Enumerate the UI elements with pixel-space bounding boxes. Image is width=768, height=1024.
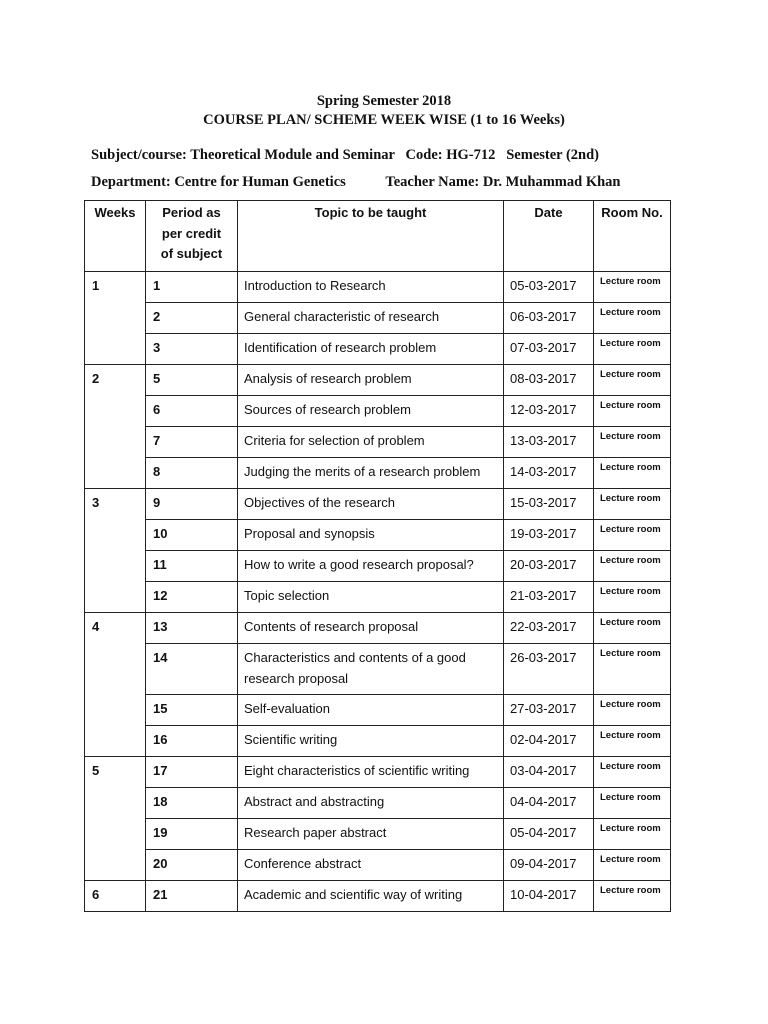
table-row (85, 365, 671, 396)
period-cell: 20 (146, 850, 238, 881)
topic-cell: Objectives of the research (238, 489, 504, 520)
period-cell: 14 (146, 644, 238, 695)
room-cell: Lecture room (594, 582, 671, 613)
table-row (85, 788, 671, 819)
date-cell: 05-03-2017 (504, 272, 594, 303)
date-cell: 19-03-2017 (504, 520, 594, 551)
col-header-weeks: Weeks (85, 201, 146, 272)
room-cell: Lecture room (594, 644, 671, 695)
room-cell: Lecture room (594, 427, 671, 458)
course-plan-title: COURSE PLAN/ SCHEME WEEK WISE (1 to 16 Weeks) (203, 112, 565, 128)
table-row (85, 582, 671, 613)
week-cell: 1 (85, 272, 146, 365)
period-cell: 17 (146, 757, 238, 788)
topic-cell: Eight characteristics of scientific writing (238, 757, 504, 788)
date-cell: 14-03-2017 (504, 458, 594, 489)
table-header-row (85, 201, 671, 272)
topic-cell: Abstract and abstracting (238, 788, 504, 819)
period-cell: 6 (146, 396, 238, 427)
col-header-room: Room No. (594, 201, 671, 272)
date-cell: 09-04-2017 (504, 850, 594, 881)
date-cell: 12-03-2017 (504, 396, 594, 427)
room-cell: Lecture room (594, 757, 671, 788)
period-cell: 16 (146, 726, 238, 757)
table-row (85, 644, 671, 695)
table-row (85, 303, 671, 334)
topic-cell: How to write a good research proposal? (238, 551, 504, 582)
date-cell: 22-03-2017 (504, 613, 594, 644)
col-header-period: Period as per credit of subject (146, 201, 238, 272)
room-cell: Lecture room (594, 881, 671, 912)
room-cell: Lecture room (594, 788, 671, 819)
date-cell: 08-03-2017 (504, 365, 594, 396)
date-cell: 13-03-2017 (504, 427, 594, 458)
topic-cell: Contents of research proposal (238, 613, 504, 644)
topic-cell: Proposal and synopsis (238, 520, 504, 551)
table-row (85, 396, 671, 427)
table-row (85, 757, 671, 788)
room-cell: Lecture room (594, 303, 671, 334)
period-cell: 3 (146, 334, 238, 365)
topic-cell: General characteristic of research (238, 303, 504, 334)
room-cell: Lecture room (594, 613, 671, 644)
topic-cell: Topic selection (238, 582, 504, 613)
table-row (85, 334, 671, 365)
room-cell: Lecture room (594, 850, 671, 881)
date-cell: 02-04-2017 (504, 726, 594, 757)
table-row (85, 695, 671, 726)
period-cell: 12 (146, 582, 238, 613)
topic-cell: Judging the merits of a research problem (238, 458, 504, 489)
period-cell: 9 (146, 489, 238, 520)
col-header-date: Date (504, 201, 594, 272)
topic-cell: Academic and scientific way of writing (238, 881, 504, 912)
week-cell: 6 (85, 881, 146, 912)
table-row (85, 272, 671, 303)
table-row (85, 427, 671, 458)
date-cell: 10-04-2017 (504, 881, 594, 912)
topic-cell: Scientific writing (238, 726, 504, 757)
table-row (85, 613, 671, 644)
topic-cell: Analysis of research problem (238, 365, 504, 396)
table-row (85, 726, 671, 757)
week-cell: 3 (85, 489, 146, 613)
table-row (85, 520, 671, 551)
date-cell: 27-03-2017 (504, 695, 594, 726)
course-plan-table (84, 200, 671, 912)
subject-line: Subject/course: Theoretical Module and Seminar Code: HG-712 Semester (2nd) (91, 147, 600, 163)
period-cell: 2 (146, 303, 238, 334)
room-cell: Lecture room (594, 458, 671, 489)
period-cell: 10 (146, 520, 238, 551)
room-cell: Lecture room (594, 396, 671, 427)
room-cell: Lecture room (594, 334, 671, 365)
date-cell: 05-04-2017 (504, 819, 594, 850)
date-cell: 20-03-2017 (504, 551, 594, 582)
week-cell: 5 (85, 757, 146, 881)
period-cell: 15 (146, 695, 238, 726)
room-cell: Lecture room (594, 272, 671, 303)
room-cell: Lecture room (594, 365, 671, 396)
date-cell: 26-03-2017 (504, 644, 594, 695)
date-cell: 03-04-2017 (504, 757, 594, 788)
period-cell: 19 (146, 819, 238, 850)
room-cell: Lecture room (594, 520, 671, 551)
period-cell: 11 (146, 551, 238, 582)
room-cell: Lecture room (594, 695, 671, 726)
table-row (85, 489, 671, 520)
period-cell: 7 (146, 427, 238, 458)
topic-cell: Characteristics and contents of a good research proposal (238, 644, 504, 695)
period-cell: 13 (146, 613, 238, 644)
week-cell: 4 (85, 613, 146, 757)
period-cell: 21 (146, 881, 238, 912)
topic-cell: Research paper abstract (238, 819, 504, 850)
room-cell: Lecture room (594, 551, 671, 582)
date-cell: 07-03-2017 (504, 334, 594, 365)
date-cell: 15-03-2017 (504, 489, 594, 520)
topic-cell: Conference abstract (238, 850, 504, 881)
topic-cell: Identification of research problem (238, 334, 504, 365)
semester-title: Spring Semester 2018 (316, 93, 452, 109)
period-cell: 1 (146, 272, 238, 303)
col-header-topic: Topic to be taught (238, 201, 504, 272)
room-cell: Lecture room (594, 489, 671, 520)
topic-cell: Introduction to Research (238, 272, 504, 303)
period-cell: 18 (146, 788, 238, 819)
table-row (85, 850, 671, 881)
table-row (85, 458, 671, 489)
date-cell: 21-03-2017 (504, 582, 594, 613)
topic-cell: Self-evaluation (238, 695, 504, 726)
period-cell: 5 (146, 365, 238, 396)
room-cell: Lecture room (594, 819, 671, 850)
period-cell: 8 (146, 458, 238, 489)
table-row (85, 819, 671, 850)
department-line: Department: Centre for Human Genetics Teacher Name: Dr. Muhammad Khan (91, 174, 621, 190)
room-cell: Lecture room (594, 726, 671, 757)
date-cell: 04-04-2017 (504, 788, 594, 819)
topic-cell: Sources of research problem (238, 396, 504, 427)
table-row (85, 881, 671, 912)
week-cell: 2 (85, 365, 146, 489)
table-row (85, 551, 671, 582)
topic-cell: Criteria for selection of problem (238, 427, 504, 458)
date-cell: 06-03-2017 (504, 303, 594, 334)
